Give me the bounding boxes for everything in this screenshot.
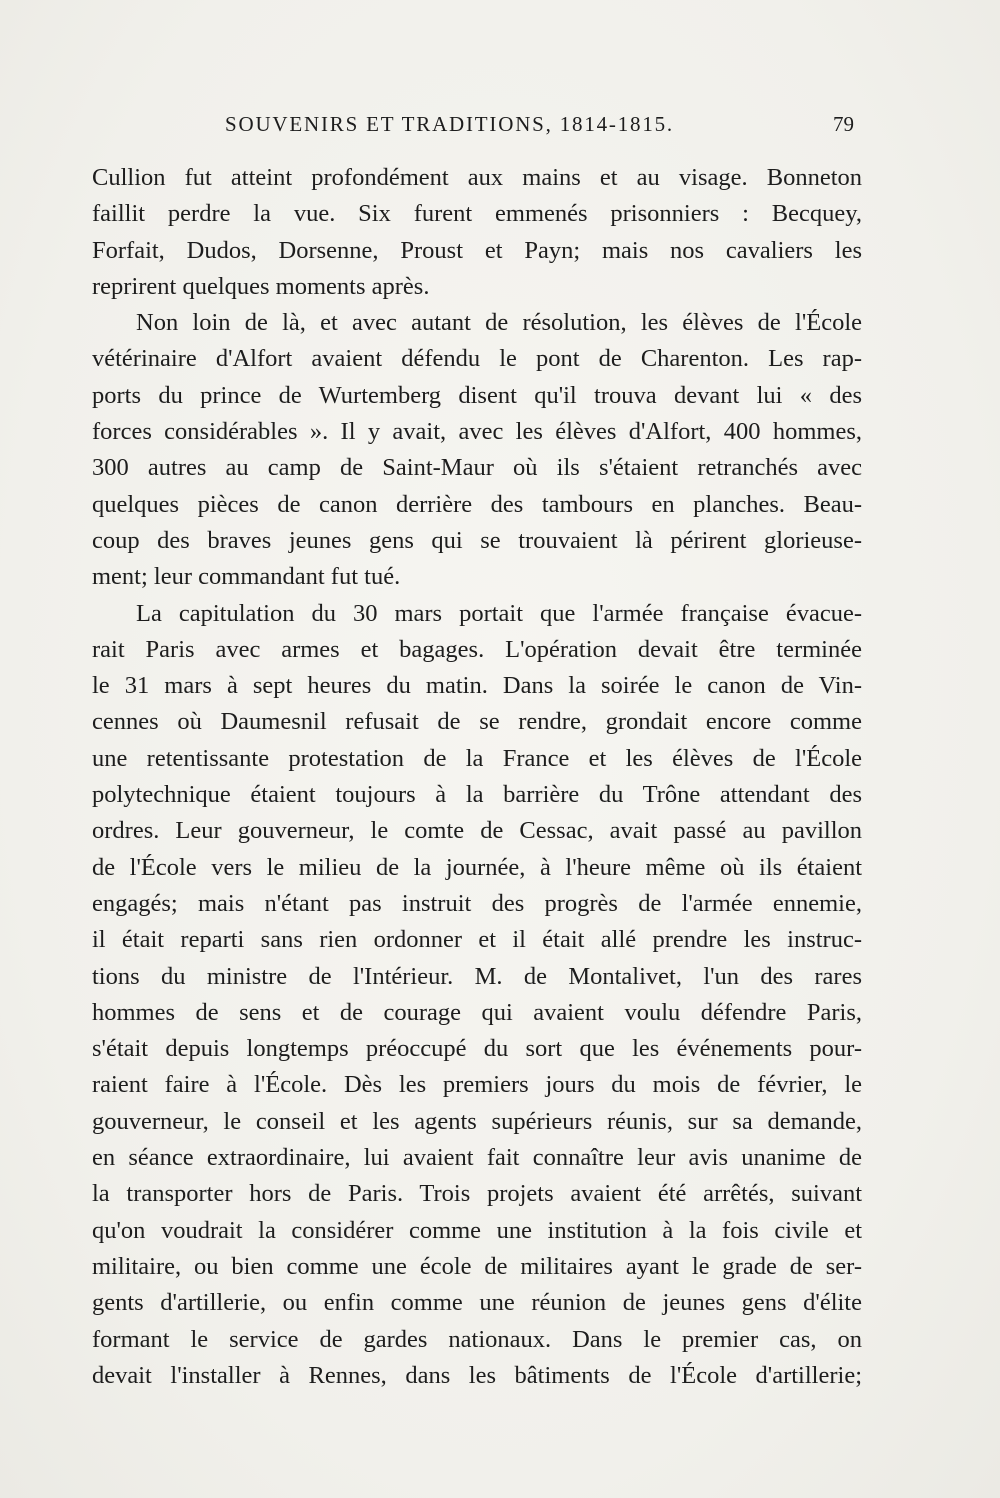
text-line: gouverneur, le conseil et les agents supérieurs réunis, sur sa demande, — [92, 1107, 862, 1135]
text-line: quelques pièces de canon derrière des tambours en planches. Beau- — [92, 490, 862, 518]
text-line: la transporter hors de Paris. Trois projets avaient été arrêtés, suivant — [92, 1180, 862, 1208]
text-line: La capitulation du 30 mars portait que l'armée française évacue- — [136, 599, 862, 627]
text-line: qu'on voudrait la considérer comme une institution à la fois civile et — [92, 1216, 862, 1244]
text-line: il était reparti sans rien ordonner et il était allé prendre les instruc- — [92, 926, 862, 954]
text-line: Forfait, Dudos, Dorsenne, Proust et Payn; mais nos cavaliers les — [92, 236, 862, 264]
body-text — [92, 160, 862, 1394]
running-head — [92, 112, 862, 142]
text-line: hommes de sens et de courage qui avaient voulu défendre Paris, — [92, 998, 862, 1026]
text-line: le 31 mars à sept heures du matin. Dans la soirée le canon de Vin- — [92, 672, 862, 700]
text-line: ports du prince de Wurtemberg disent qu'il trouva devant lui « des — [92, 381, 862, 409]
text-line: une retentissante protestation de la France et les élèves de l'École — [92, 744, 862, 772]
text-line: reprirent quelques moments après. — [92, 272, 430, 300]
text-line: cennes où Daumesnil refusait de se rendre, grondait encore comme — [92, 708, 862, 736]
page-number: 79 — [833, 112, 854, 136]
text-line: 300 autres au camp de Saint-Maur où ils s'étaient retranchés avec — [92, 454, 862, 482]
text-line: tions du ministre de l'Intérieur. M. de Montalivet, l'un des rares — [92, 962, 862, 990]
text-line: raient faire à l'École. Dès les premiers jours du mois de février, le — [92, 1071, 862, 1099]
text-line: devait l'installer à Rennes, dans les bâtiments de l'École d'artillerie; — [92, 1361, 862, 1389]
text-line: gents d'artillerie, ou enfin comme une réunion de jeunes gens d'élite — [92, 1289, 862, 1317]
text-line: en séance extraordinaire, lui avaient fait connaître leur avis unanime de — [92, 1144, 862, 1172]
text-line: s'était depuis longtemps préoccupé du sort que les événements pour- — [92, 1035, 862, 1063]
text-line: coup des braves jeunes gens qui se trouvaient là périrent glorieuse- — [92, 526, 862, 554]
text-line: Cullion fut atteint profondément aux mains et au visage. Bonneton — [92, 164, 862, 191]
text-line: ment; leur commandant fut tué. — [92, 563, 401, 591]
text-line: formant le service de gardes nationaux. Dans le premier cas, on — [92, 1325, 862, 1353]
text-line: ordres. Leur gouverneur, le comte de Cessac, avait passé au pavillon — [92, 817, 862, 845]
text-line: forces considérables ». Il y avait, avec les élèves d'Alfort, 400 hommes, — [92, 418, 862, 446]
text-line: de l'École vers le milieu de la journée, à l'heure même où ils étaient — [92, 853, 862, 881]
text-line: militaire, ou bien comme une école de militaires ayant le grade de ser- — [92, 1252, 862, 1280]
text-line: rait Paris avec armes et bagages. L'opération devait être terminée — [92, 635, 862, 663]
text-line: engagés; mais n'étant pas instruit des progrès de l'armée ennemie, — [92, 889, 862, 917]
text-line: polytechnique étaient toujours à la barrière du Trône attendant des — [92, 781, 862, 809]
text-line: Non loin de là, et avec autant de résolution, les élèves de l'École — [136, 309, 862, 337]
running-title: SOUVENIRS ET TRADITIONS, 1814-1815. — [225, 112, 674, 136]
text-line: vétérinaire d'Alfort avaient défendu le pont de Charenton. Les rap- — [92, 345, 862, 373]
text-line: faillit perdre la vue. Six furent emmenés prisonniers : Becquey, — [92, 200, 862, 228]
